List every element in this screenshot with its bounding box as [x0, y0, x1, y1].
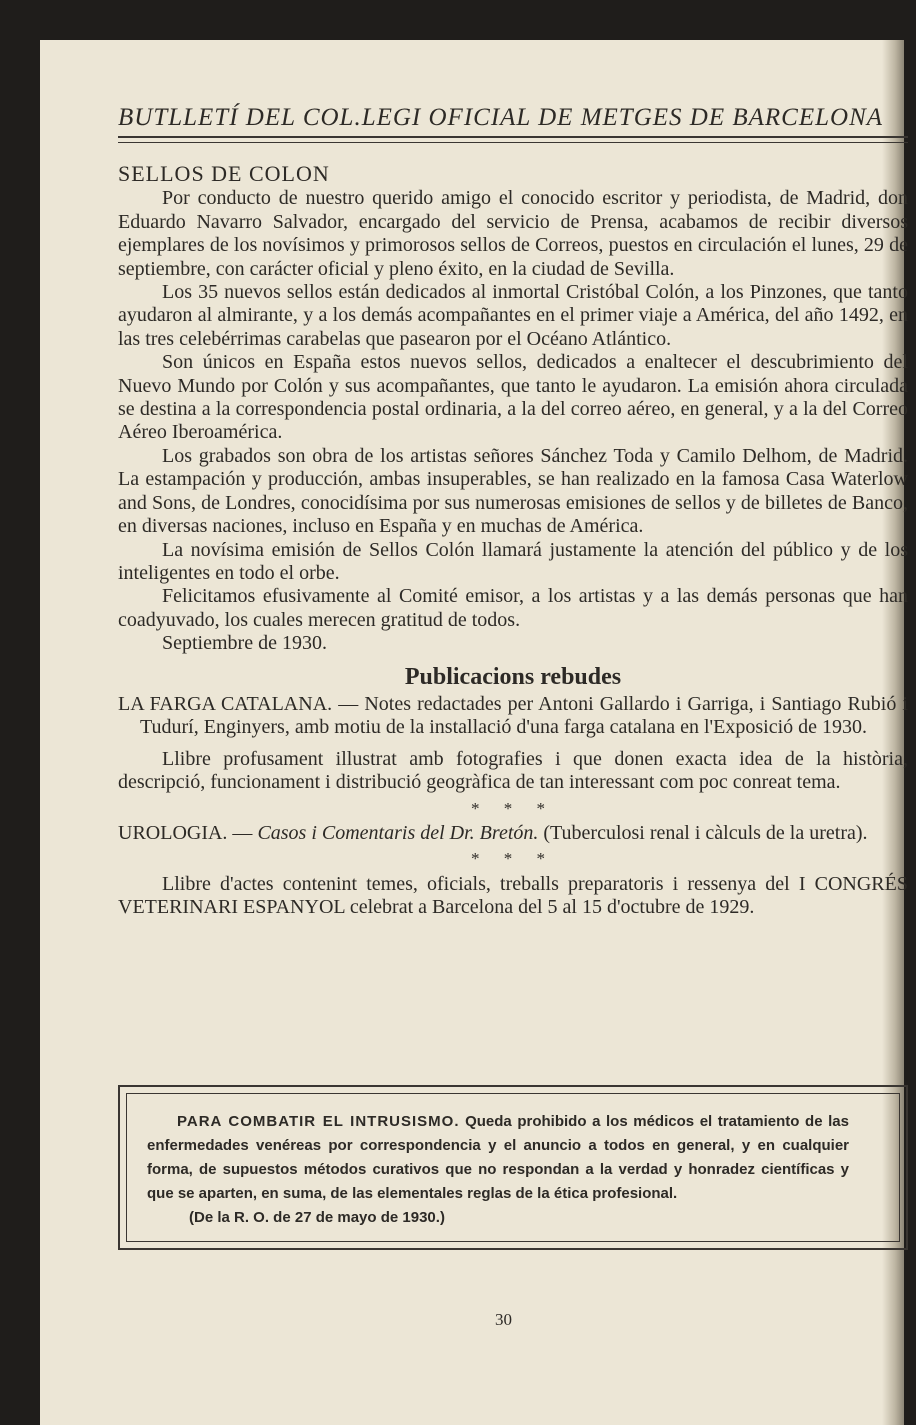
book-entry-urologia [118, 822, 908, 845]
notice-inner-frame [126, 1093, 900, 1242]
paragraph: Los 35 nuevos sellos están dedicados al inmortal Cristóbal Colón, a los Pinzones, que tanto ayudaron al almirante, y a los demás acompañantes en el primer viaje a América, del año 1492, en las tres celebérrimas carabelas que pasearon por el Océano Atlántico. [118, 281, 908, 350]
notice-body: Queda prohibido a los médicos el tratamiento de las enfermedades venéreas por correspondencia y el anuncio a todos en general, y en cualquier forma, de supuestos métodos curativos que no respondan a la verdad y honradez científicas y que se aparten, en suma, de las elementales reglas de la ética profesional. [147, 1113, 849, 1202]
header-rule [118, 136, 908, 138]
notice-lead: PARA COMBATIR EL INTRUSISMO. [177, 1113, 460, 1130]
dateline: Septiembre de 1930. [162, 632, 327, 655]
notice-text [147, 1110, 849, 1230]
main-content [118, 162, 908, 920]
paragraph: Los grabados son obra de los artistas señores Sánchez Toda y Camilo Delhom, de Madrid. La estampación y producción, ambas insuperables, se han realizado en la famosa Casa Waterlow and Sons, de Londres, conocidísima por sus numerosas emisiones de sellos y de billetes de Banco, en diversas naciones, incluso en España y en muchas de América. [118, 444, 908, 538]
header-rule-thin [118, 142, 908, 143]
page-number: 30 [495, 1310, 512, 1329]
notice-reference: (De la R. O. de 27 de mayo de 1930.) [189, 1209, 445, 1226]
book-entry-farga: LA FARGA CATALANA. — Notes redactades per Antoni Gallardo i Garriga, i Santiago Rubió i Tudurí, Enginyers, amb motiu de la installació d'una farga catalana en l'Exposició de 1930. [118, 692, 908, 739]
paragraph: Por conducto de nuestro querido amigo el conocido escritor y periodista, de Madrid, don Eduardo Navarro Salvador, encargado del servicio de Prensa, acabamos de recibir diversos ejemplares de los novísimos y primorosos sellos de Correos, puestos en circulación el lunes, 29 de septiembre, con carácter oficial y pleno éxito, en la ciudad de Sevilla. [118, 187, 908, 280]
notice-box [118, 1085, 908, 1250]
book-entry-congres: Llibre d'actes contenint temes, oficials, treballs preparatoris i ressenya del I CONGRÉS VETERINARI ESPANYOL celebrat a Barcelona del 5 al 15 d'octubre de 1929. [118, 872, 908, 919]
separator: * * * [471, 849, 555, 869]
book-title: Casos i Comentaris del Dr. Bretón. [257, 821, 539, 844]
document-page [40, 40, 908, 1425]
paragraph: Felicitamos efusivamente al Comité emisor, a los artistas y a las demás personas que han coadyuvado, los cuales merecen gratitud de todos. [118, 585, 908, 631]
running-title: BUTLLETÍ DEL COL.LEGI OFICIAL DE METGES DE BARCELONA [118, 104, 884, 131]
section-title-sellos: SELLOS DE COLON [118, 161, 330, 186]
entry-subtitle: (Tuberculosi renal i càlculs de la uretra). [538, 821, 868, 844]
separator: * * * [471, 798, 555, 818]
entry-prefix: UROLOGIA. — [118, 821, 258, 844]
paragraph: Son únicos en España estos nuevos sellos, dedicados a enaltecer el descubrimiento del Nuevo Mundo por Colón y sus acompañantes, que tanto le ayudaron. La emisión ahora circulada se destina a la correspondencia postal ordinaria, a la del correo aéreo, en general, y a la del Correo Aéreo Iberoamérica. [118, 351, 908, 444]
book-description: Llibre profusament illustrat amb fotografies i que donen exacta idea de la història, descripció, funcionament i distribució geogràfica de tan interessant com poc conreat tema. [118, 747, 908, 794]
section-title-publicacions: Publicacions rebudes [404, 663, 622, 690]
paragraph: La novísima emisión de Sellos Colón llamará justamente la atención del público y de los inteligentes en todo el orbe. [118, 538, 908, 584]
